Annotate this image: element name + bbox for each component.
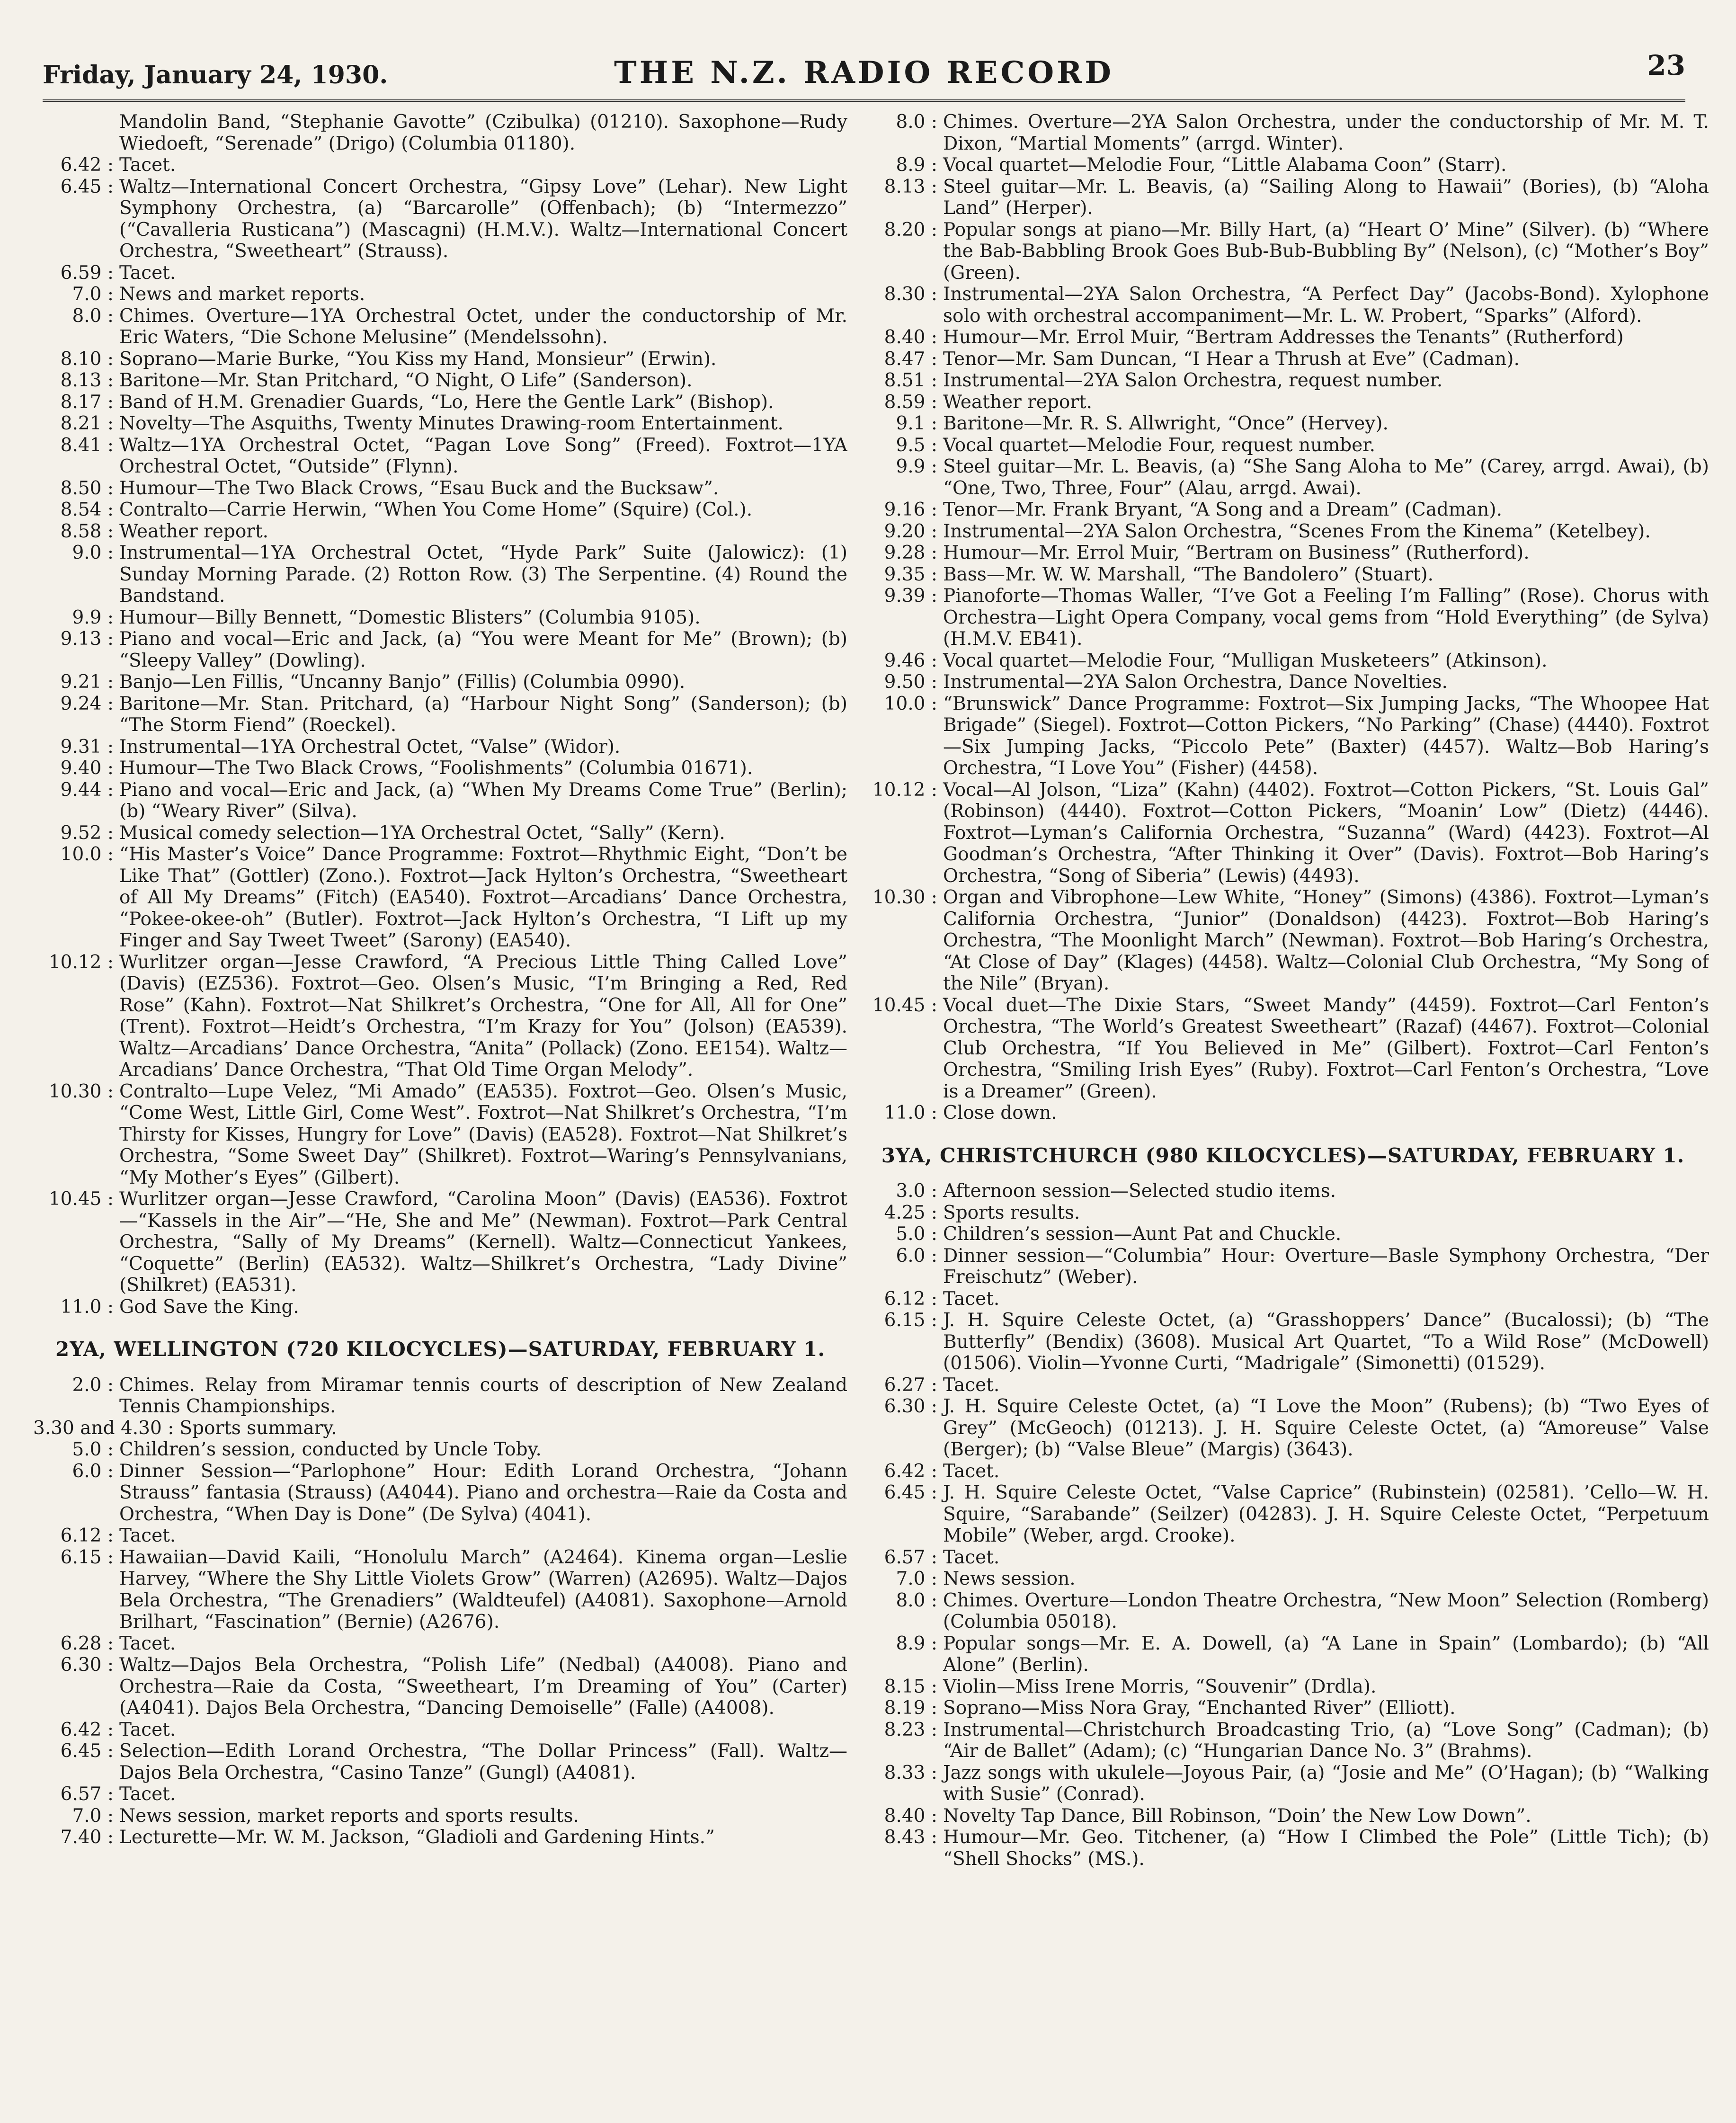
programme-item: [33, 1418, 847, 1439]
programme-time: 9.9 :: [896, 456, 937, 477]
programme-description: Violin—Miss Irene Morris, “Souvenir” (Drdla).: [943, 1676, 1377, 1697]
programme-time: 8.9 :: [896, 154, 937, 176]
programme-item: [857, 1719, 1709, 1762]
programme-description: Humour—Mr. Geo. Titchener, (a) “How I Climbed the Pole” (Little Tich); (b) “Shell Shocks” (MS.).: [943, 1827, 1709, 1870]
programme-time: 11.0 :: [884, 1102, 937, 1124]
programme-description: Tacet.: [943, 1546, 1000, 1568]
programme-item: [33, 111, 847, 154]
programme-description: Vocal duet—The Dixie Stars, “Sweet Mandy” (4459). Foxtrot—Carl Fenton’s Orchestra, “The World’s Greatest Sweetheart” (Razaf) (4467). Foxtrot—Colonial Club Orchestra, “If You Believed in Me” (Gilbert). Foxtrot—Carl Fenton’s Orchestra, “Smiling Irish Eyes” (Ruby). Foxtrot—Carl Fenton’s Orchestra, “Love is a Dreamer” (Green).: [943, 994, 1709, 1102]
programme-description: News session, market reports and sports results.: [119, 1805, 579, 1827]
programme-item: [857, 284, 1709, 327]
section-heading-2ya: 2YA, WELLINGTON (720 KILOCYCLES)—SATURDAY, FEBRUARY 1.: [55, 1338, 825, 1361]
programme-description: Lecturette—Mr. W. M. Jackson, “Gladioli and Gardening Hints.”: [119, 1827, 715, 1848]
programme-time: 8.15 :: [884, 1676, 937, 1697]
programme-time: 10.45 :: [872, 994, 937, 1016]
programme-time: 10.30 :: [872, 887, 937, 908]
programme-item: [33, 1827, 847, 1848]
programme-description: Sports results.: [943, 1202, 1080, 1223]
programme-description: Organ and Vibrophone—Lew White, “Honey” (Simons) (4386). Foxtrot—Lyman’s California Orchestra, “Junior” (Donaldson) (4423). Foxtrot—Bob Haring’s Orchestra, “The Moonlight March” (Newman). Foxtrot—Bob Haring’s Orchestra, “At Close of Day” (Klages) (4458). Waltz—Colonial Club Orchestra, “My Song of the Nile” (Bryan).: [943, 887, 1709, 994]
programme-time: 6.57 :: [884, 1546, 937, 1568]
programme-description: Instrumental—2YA Salon Orchestra, Dance Novelties.: [943, 671, 1448, 693]
programme-item: [857, 1633, 1709, 1676]
programme-time: 6.0 :: [896, 1245, 937, 1267]
programme-description: Soprano—Marie Burke, “You Kiss my Hand, Monsieur” (Erwin).: [119, 348, 717, 370]
programme-item: [857, 671, 1709, 693]
programme-time: 9.39 :: [884, 585, 937, 607]
programme-description: Baritone—Mr. R. S. Allwright, “Once” (Hervey).: [943, 413, 1389, 434]
programme-item: [33, 478, 847, 500]
programme-item: [33, 1740, 847, 1784]
programme-description: Instrumental—1YA Orchestral Octet, “Hyde Park” Suite (Jalowicz): (1) Sunday Morning Parade. (2) Rotton Row. (3) The Serpentine. (4) Round the Bandstand.: [119, 542, 847, 607]
programme-time: 6.59 :: [60, 262, 114, 284]
programme-description: Instrumental—Christchurch Broadcasting Trio, (a) “Love Song” (Cadman); (b) “Air de Ballet” (Adam); (c) “Hungarian Dance No. 3” (Brahms).: [943, 1719, 1709, 1762]
programme-description: Novelty Tap Dance, Bill Robinson, “Doin’ the New Low Down”.: [943, 1805, 1531, 1827]
programme-description: Chimes. Overture—London Theatre Orchestra, “New Moon” Selection (Romberg) (Columbia 05018).: [943, 1589, 1709, 1632]
programme-item: [33, 671, 847, 693]
programme-time: 10.30 :: [48, 1080, 114, 1102]
programme-description: Popular songs—Mr. E. A. Dowell, (a) “A Lane in Spain” (Lombardo); (b) “All Alone” (Berlin).: [943, 1632, 1709, 1676]
programme-time: 10.0 :: [884, 693, 937, 714]
programme-time: 8.13 :: [884, 176, 937, 197]
programme-description: Children’s session—Aunt Pat and Chuckle.: [943, 1223, 1342, 1245]
programme-item: [33, 952, 847, 1081]
programme-time: 3.30 and 4.30 :: [33, 1417, 174, 1439]
programme-time: 8.0 :: [896, 1589, 937, 1611]
programme-description: Vocal quartet—Melodie Four, “Little Alabama Coon” (Starr).: [943, 154, 1507, 176]
programme-time: 5.0 :: [896, 1223, 937, 1245]
programme-item: [857, 392, 1709, 413]
masthead: THE N.Z. RADIO RECORD: [614, 55, 1114, 90]
programme-time: 8.40 :: [884, 327, 937, 348]
programme-description: Close down.: [943, 1102, 1057, 1124]
programme-item: [857, 176, 1709, 219]
programme-item: [33, 521, 847, 543]
programme-item: [857, 154, 1709, 176]
programme-time: 6.42 :: [884, 1460, 937, 1482]
programme-description: Vocal—Al Jolson, “Liza” (Kahn) (4402). Foxtrot—Cotton Pickers, “St. Louis Gal” (Robinson) (4440). Foxtrot—Cotton Pickers, “Moanin’ Low” (Dietz) (4446). Foxtrot—Lyman’s California Orchestra, “Suzanna” (Ward) (4423). Foxtrot—Al Goodman’s Orchestra, “After Thinking it Over” (Davis). Foxtrot—Bob Haring’s Orchestra, “Song of Siberia” (Lewis) (4493).: [943, 779, 1709, 887]
programme-time: 8.0 :: [896, 111, 937, 133]
programme-item: [857, 111, 1709, 154]
programme-time: 8.0 :: [72, 305, 114, 327]
programme-description: Vocal quartet—Melodie Four, request number.: [943, 434, 1375, 456]
programme-description: Tacet.: [943, 1374, 1000, 1396]
programme-description: News and market reports.: [119, 284, 365, 305]
programme-time: 8.21 :: [60, 413, 114, 434]
programme-description: J. H. Squire Celeste Octet, “Valse Caprice” (Rubinstein) (02581). ’Cello—W. H. Squire, “Sarabande” (Seilzer) (04283). J. H. Squire Celeste Octet, “Perpetuum Mobile” (Weber, argd. Crooke).: [943, 1482, 1709, 1546]
programme-time: 8.58 :: [60, 520, 114, 542]
programme-time: 8.33 :: [884, 1762, 937, 1784]
programme-description: Banjo—Len Fillis, “Uncanny Banjo” (Fillis) (Columbia 0990).: [119, 671, 685, 693]
programme-description: Tacet.: [119, 1525, 176, 1546]
programme-description: Instrumental—2YA Salon Orchestra, “Scenes From the Kinema” (Ketelbey).: [943, 520, 1651, 542]
programme-item: [33, 1633, 847, 1655]
programme-description: Dinner session—“Columbia” Hour: Overture—Basle Symphony Orchestra, “Der Freischutz” (Weber).: [943, 1245, 1709, 1288]
programme-time: 2.0 :: [72, 1374, 114, 1396]
programme-time: 4.25 :: [884, 1202, 937, 1223]
programme-item: [33, 435, 847, 478]
programme-item: [857, 1762, 1709, 1805]
programme-description: Chimes. Overture—1YA Orchestral Octet, under the conductorship of Mr. Eric Waters, “Die Schone Melusine” (Mendelssohn).: [119, 305, 847, 348]
programme-time: 6.12 :: [60, 1525, 114, 1546]
programme-time: 6.0 :: [72, 1460, 114, 1482]
programme-time: 9.40 :: [60, 758, 114, 779]
header-rule: [43, 99, 1685, 102]
programme-description: Dinner Session—“Parlophone” Hour: Edith Lorand Orchestra, “Johann Strauss” fantasia (Strauss) (A4044). Piano and orchestra—Raie da Costa and Orchestra, “When Day is Done” (De Sylva) (4041).: [119, 1460, 847, 1525]
programme-time: 8.40 :: [884, 1805, 937, 1827]
programme-time: 9.52 :: [60, 822, 114, 844]
programme-item: [857, 1396, 1709, 1461]
programme-item: [857, 542, 1709, 564]
programme-description: News session.: [943, 1568, 1076, 1589]
programme-time: 9.35 :: [884, 563, 937, 585]
programme-item: [33, 1719, 847, 1741]
programme-item: [33, 779, 847, 822]
programme-description: J. H. Squire Celeste Octet, (a) “I Love the Moon” (Rubens); (b) “Two Eyes of Grey” (McGeoch) (01213). J. H. Squire Celeste Octet, (a) “Amoreuse” Valse (Berger); (b) “Valse Bleue” (Margis) (3643).: [943, 1396, 1709, 1460]
programme-time: 10.45 :: [48, 1188, 114, 1210]
programme-description: Instrumental—2YA Salon Orchestra, request number.: [943, 370, 1443, 391]
programme-item: [33, 822, 847, 844]
programme-description: Popular songs at piano—Mr. Billy Hart, (a) “Heart O’ Mine” (Silver). (b) “Where the Bab-Babbling Brook Goes Bub-Bub-Bubbling By” (Nelson), (c) “Mother’s Boy” (Green).: [943, 219, 1709, 284]
programme-item: [857, 1547, 1709, 1569]
programme-description: Tacet.: [119, 1632, 176, 1654]
programme-item: [857, 1568, 1709, 1590]
programme-time: 9.20 :: [884, 520, 937, 542]
programme-item: [857, 1676, 1709, 1698]
programme-item: [857, 1827, 1709, 1870]
programme-time: 3.0 :: [896, 1180, 937, 1202]
programme-3ya: [857, 1180, 1709, 1870]
programme-time: 9.13 :: [60, 628, 114, 650]
programme-item: [857, 219, 1709, 284]
programme-time: 7.0 :: [72, 284, 114, 305]
programme-item: [857, 499, 1709, 521]
programme-item: [857, 1288, 1709, 1310]
programme-item: [33, 348, 847, 370]
programme-description: Sports summary.: [179, 1417, 337, 1439]
programme-item: [857, 650, 1709, 672]
programme-description: “His Master’s Voice” Dance Programme: Foxtrot—Rhythmic Eight, “Don’t be Like That” (Gottler) (Zono.). Foxtrot—Jack Hylton’s Orchestra, “Sweetheart of All My Dreams” (Fitch) (EA540). Foxtrot—Arcadians’ Dance Orchestra, “Pokee-okee-oh” (Butler). Foxtrot—Jack Hylton’s Orchestra, “I Lift up my Finger and Say Tweet Tweet” (Sarony) (EA540).: [119, 844, 847, 951]
programme-description: Tacet.: [119, 1719, 176, 1740]
programme-time: 8.51 :: [884, 370, 937, 391]
programme-description: Tacet.: [119, 154, 176, 176]
programme-2ya: [33, 1374, 847, 1848]
programme-item: [33, 262, 847, 284]
programme-item: [857, 1461, 1709, 1482]
programme-description: Bass—Mr. W. W. Marshall, “The Bandolero” (Stuart).: [943, 563, 1434, 585]
programme-1ya-continued: [33, 111, 847, 1318]
programme-description: Tacet.: [119, 1784, 176, 1805]
programme-description: Mandolin Band, “Stephanie Gavotte” (Czibulka) (01210). Saxophone—Rudy Wiedoeft, “Serenade” (Drigo) (Columbia 01180).: [119, 111, 847, 154]
programme-item: [857, 585, 1709, 650]
programme-description: Musical comedy selection—1YA Orchestral Octet, “Sally” (Kern).: [119, 822, 725, 844]
programme-time: 9.16 :: [884, 499, 937, 520]
issue-date: Friday, January 24, 1930.: [43, 61, 388, 89]
programme-time: 10.0 :: [60, 844, 114, 865]
programme-item: [33, 1525, 847, 1547]
programme-item: [33, 1188, 847, 1296]
programme-item: [857, 779, 1709, 887]
programme-description: Band of H.M. Grenadier Guards, “Lo, Here the Gentle Lark” (Bishop).: [119, 391, 774, 413]
programme-description: Humour—Mr. Errol Muir, “Bertram on Business” (Rutherford).: [943, 542, 1530, 563]
programme-time: 5.0 :: [72, 1439, 114, 1460]
programme-item: [857, 693, 1709, 779]
programme-item: [857, 1805, 1709, 1827]
programme-item: [857, 413, 1709, 435]
programme-description: Piano and vocal—Eric and Jack, (a) “When My Dreams Come True” (Berlin); (b) “Weary River” (Silva).: [119, 779, 847, 822]
programme-item: [33, 1461, 847, 1525]
programme-item: [857, 1590, 1709, 1633]
programme-description: Children’s session, conducted by Uncle Toby.: [119, 1439, 542, 1460]
programme-description: Novelty—The Asquiths, Twenty Minutes Drawing-room Entertainment.: [119, 413, 783, 434]
programme-time: 6.27 :: [884, 1374, 937, 1396]
programme-description: Humour—The Two Black Crows, “Foolishments” (Columbia 01671).: [119, 758, 753, 779]
programme-item: [857, 1102, 1709, 1124]
programme-item: [857, 887, 1709, 995]
programme-time: 8.54 :: [60, 499, 114, 520]
programme-description: Selection—Edith Lorand Orchestra, “The Dollar Princess” (Fall). Waltz—Dajos Bela Orchestra, “Casino Tanze” (Gungl) (A4081).: [119, 1740, 847, 1784]
programme-time: 6.30 :: [60, 1654, 114, 1676]
section-heading-3ya: 3YA, CHRISTCHURCH (980 KILOCYCLES)—SATURDAY, FEBRUARY 1.: [881, 1143, 1685, 1167]
programme-description: Weather report.: [943, 391, 1093, 413]
programme-item: [857, 1180, 1709, 1202]
programme-time: 6.15 :: [60, 1546, 114, 1568]
programme-description: Tacet.: [943, 1288, 1000, 1310]
programme-item: [33, 370, 847, 392]
programme-item: [857, 1482, 1709, 1547]
programme-time: 9.44 :: [60, 779, 114, 801]
programme-description: Steel guitar—Mr. L. Beavis, (a) “Sailing Along to Hawaii” (Bories), (b) “Aloha Land” (Herper).: [943, 176, 1709, 219]
programme-item: [857, 1202, 1709, 1224]
programme-description: Wurlitzer organ—Jesse Crawford, “Carolina Moon” (Davis) (EA536). Foxtrot—“Kassels in the Air”—“He, She and Me” (Newman). Foxtrot—Park Central Orchestra, “Sally of My Dreams” (Kernell). Waltz—Connecticut Yankees, “Coquette” (Berlin) (EA532). Waltz—Shilkret’s Orchestra, “Lady Divine” (Shilkret) (EA531).: [119, 1188, 847, 1296]
programme-time: [33, 111, 119, 154]
programme-description: J. H. Squire Celeste Octet, (a) “Grasshoppers’ Dance” (Bucalossi); (b) “The Butterfly” (Bendix) (3608). Musical Art Quartet, “To a Wild Rose” (McDowell) (01506). Violin—Yvonne Curti, “Madrigale” (Simonetti) (01529).: [943, 1310, 1709, 1374]
programme-item: [33, 1547, 847, 1633]
programme-description: “Brunswick” Dance Programme: Foxtrot—Six Jumping Jacks, “The Whoopee Hat Brigade” (Siegel). Foxtrot—Cotton Pickers, “No Parking” (Chase) (4440). Foxtrot—Six Jumping Jacks, “Piccolo Pete” (Baxter) (4457). Waltz—Bob Haring’s Orchestra, “I Love You” (Fisher) (4458).: [943, 693, 1709, 779]
programme-time: 8.23 :: [884, 1719, 937, 1740]
programme-item: [33, 607, 847, 629]
programme-item: [857, 564, 1709, 586]
programme-time: 6.12 :: [884, 1288, 937, 1310]
programme-time: 8.19 :: [884, 1697, 937, 1719]
programme-item: [33, 628, 847, 671]
programme-description: Soprano—Miss Nora Gray, “Enchanted River” (Elliott).: [943, 1697, 1456, 1719]
programme-description: Chimes. Relay from Miramar tennis courts of description of New Zealand Tennis Championships.: [119, 1374, 847, 1417]
programme-time: 9.28 :: [884, 542, 937, 563]
programme-item: [33, 1439, 847, 1461]
programme-item: [857, 995, 1709, 1103]
programme-item: [857, 348, 1709, 370]
programme-time: 7.0 :: [896, 1568, 937, 1589]
programme-time: 10.12 :: [48, 951, 114, 973]
programme-time: 9.50 :: [884, 671, 937, 693]
programme-time: 8.13 :: [60, 370, 114, 391]
programme-item: [33, 284, 847, 305]
programme-time: 6.57 :: [60, 1784, 114, 1805]
programme-time: 8.30 :: [884, 284, 937, 305]
programme-description: Waltz—1YA Orchestral Octet, “Pagan Love Song” (Freed). Foxtrot—1YA Orchestral Octet, “Outside” (Flynn).: [119, 434, 847, 477]
programme-item: [33, 736, 847, 758]
programme-description: Contralto—Lupe Velez, “Mi Amado” (EA535). Foxtrot—Geo. Olsen’s Music, “Come West, Little Girl, Come West”. Foxtrot—Nat Shilkret’s Orchestra, “I’m Thirsty for Kisses, Hungry for Love” (Davis) (EA528). Foxtrot—Nat Shilkret’s Orchestra, “Some Sweet Day” (Shilkret). Foxtrot—Waring’s Pennsylvanians, “My Mother’s Eyes” (Gilbert).: [119, 1080, 847, 1188]
programme-time: 9.46 :: [884, 650, 937, 671]
programme-time: 9.1 :: [896, 413, 937, 434]
programme-item: [857, 1310, 1709, 1374]
programme-item: [33, 305, 847, 348]
page-header: [43, 47, 1685, 99]
programme-item: [33, 176, 847, 262]
programme-time: 9.31 :: [60, 736, 114, 758]
programme-description: Afternoon session—Selected studio items.: [943, 1180, 1336, 1202]
programme-item: [857, 1374, 1709, 1396]
programme-description: Steel guitar—Mr. L. Beavis, (a) “She Sang Aloha to Me” (Carey, arrgd. Awai), (b) “One, Two, Three, Four” (Alau, arrgd. Awai).: [943, 456, 1709, 499]
programme-time: 6.28 :: [60, 1632, 114, 1654]
programme-item: [857, 521, 1709, 543]
programme-time: 9.0 :: [72, 542, 114, 563]
programme-item: [33, 1296, 847, 1318]
programme-time: 6.42 :: [60, 1719, 114, 1740]
programme-time: 8.9 :: [896, 1632, 937, 1654]
programme-item: [857, 327, 1709, 348]
programme-description: Tenor—Mr. Frank Bryant, “A Song and a Dream” (Cadman).: [943, 499, 1502, 520]
programme-description: Chimes. Overture—2YA Salon Orchestra, under the conductorship of Mr. M. T. Dixon, “Martial Moments” (arrgd. Winter).: [943, 111, 1709, 154]
programme-item: [33, 1654, 847, 1719]
right-column: [857, 111, 1709, 2109]
programme-time: 8.10 :: [60, 348, 114, 370]
programme-item: [857, 435, 1709, 456]
programme-description: Instrumental—1YA Orchestral Octet, “Valse” (Widor).: [119, 736, 621, 758]
programme-time: 6.30 :: [884, 1396, 937, 1417]
programme-time: 8.50 :: [60, 477, 114, 499]
programme-time: 8.20 :: [884, 219, 937, 241]
programme-item: [857, 456, 1709, 499]
programme-description: Contralto—Carrie Herwin, “When You Come Home” (Squire) (Col.).: [119, 499, 753, 520]
programme-description: God Save the King.: [119, 1296, 299, 1318]
programme-item: [33, 499, 847, 521]
programme-time: 8.59 :: [884, 391, 937, 413]
programme-time: 9.24 :: [60, 693, 114, 714]
programme-item: [33, 1374, 847, 1418]
programme-item: [857, 1697, 1709, 1719]
programme-description: Hawaiian—David Kaili, “Honolulu March” (A2464). Kinema organ—Leslie Harvey, “Where the Shy Little Violets Grow” (Warren) (A2695). Waltz—Dajos Bela Orchestra, “The Grenadiers” (Waldteufel) (A4081). Saxophone—Arnold Brilhart, “Fascination” (Bernie) (A2676).: [119, 1546, 847, 1632]
programme-description: Jazz songs with ukulele—Joyous Pair, (a) “Josie and Me” (O’Hagan); (b) “Walking with Susie” (Conrad).: [943, 1762, 1709, 1805]
programme-item: [33, 693, 847, 736]
programme-time: 7.0 :: [72, 1805, 114, 1827]
programme-description: Tenor—Mr. Sam Duncan, “I Hear a Thrush at Eve” (Cadman).: [943, 348, 1520, 370]
programme-item: [33, 1784, 847, 1805]
programme-time: 6.45 :: [60, 176, 114, 197]
programme-time: 10.12 :: [872, 779, 937, 801]
programme-description: Wurlitzer organ—Jesse Crawford, “A Precious Little Thing Called Love” (Davis) (EZ536). Foxtrot—Geo. Olsen’s Music, “I’m Bringing a Red, Red Rose” (Kahn). Foxtrot—Nat Shilkret’s Orchestra, “One for All, All for One” (Trent). Foxtrot—Heidt’s Orchestra, “I’m Krazy for You” (Jolson) (EA539). Waltz—Arcadians’ Dance Orchestra, “Anita” (Pollack) (Zono. EE154). Waltz—Arcadians’ Dance Orchestra, “That Old Time Organ Melody”.: [119, 951, 847, 1080]
page-number: 23: [1647, 49, 1685, 81]
programme-description: Weather report.: [119, 520, 269, 542]
programme-time: 9.5 :: [896, 434, 937, 456]
programme-time: 8.41 :: [60, 434, 114, 456]
programme-2ya-continued: [857, 111, 1709, 1124]
programme-item: [33, 1081, 847, 1189]
programme-time: 6.45 :: [884, 1482, 937, 1503]
programme-time: 9.21 :: [60, 671, 114, 693]
programme-item: [857, 370, 1709, 392]
programme-description: Tacet.: [119, 262, 176, 284]
programme-description: Vocal quartet—Melodie Four, “Mulligan Musketeers” (Atkinson).: [943, 650, 1548, 671]
programme-item: [33, 1805, 847, 1827]
programme-time: 11.0 :: [60, 1296, 114, 1318]
programme-item: [33, 413, 847, 435]
programme-time: 6.15 :: [884, 1310, 937, 1331]
left-column: [33, 111, 847, 2109]
programme-item: [33, 844, 847, 952]
programme-description: Instrumental—2YA Salon Orchestra, “A Perfect Day” (Jacobs-Bond). Xylophone solo with orchestral accompaniment—Mr. L. W. Probert, “Sparks” (Alford).: [943, 284, 1709, 327]
programme-item: [33, 154, 847, 176]
programme-time: 8.43 :: [884, 1827, 937, 1848]
programme-description: Baritone—Mr. Stan Pritchard, “O Night, O Life” (Sanderson).: [119, 370, 693, 391]
programme-description: Waltz—Dajos Bela Orchestra, “Polish Life” (Nedbal) (A4008). Piano and Orchestra—Raie da Costa, “Sweetheart, I’m Dreaming of You” (Carter) (A4041). Dajos Bela Orchestra, “Dancing Demoiselle” (Falle) (A4008).: [119, 1654, 847, 1719]
programme-description: Tacet.: [943, 1460, 1000, 1482]
programme-description: Humour—Billy Bennett, “Domestic Blisters” (Columbia 9105).: [119, 607, 701, 628]
programme-item: [33, 758, 847, 779]
programme-time: 6.45 :: [60, 1740, 114, 1762]
programme-item: [33, 542, 847, 607]
programme-description: Pianoforte—Thomas Waller, “I’ve Got a Feeling I’m Falling” (Rose). Chorus with Orchestra—Light Opera Company, vocal gems from “Hold Everything” (de Sylva) (H.M.V. EB41).: [943, 585, 1709, 650]
programme-description: Humour—Mr. Errol Muir, “Bertram Addresses the Tenants” (Rutherford): [943, 327, 1624, 348]
programme-time: 8.17 :: [60, 391, 114, 413]
programme-description: Humour—The Two Black Crows, “Esau Buck and the Bucksaw”.: [119, 477, 719, 499]
programme-item: [857, 1223, 1709, 1245]
programme-description: Baritone—Mr. Stan. Pritchard, (a) “Harbour Night Song” (Sanderson); (b) “The Storm Fiend” (Roeckel).: [119, 693, 847, 736]
programme-time: 8.47 :: [884, 348, 937, 370]
programme-description: Piano and vocal—Eric and Jack, (a) “You were Meant for Me” (Brown); (b) “Sleepy Valley” (Dowling).: [119, 628, 847, 671]
programme-item: [857, 1245, 1709, 1288]
programme-time: 6.42 :: [60, 154, 114, 176]
programme-item: [33, 392, 847, 413]
programme-time: 7.40 :: [60, 1827, 114, 1848]
programme-description: Waltz—International Concert Orchestra, “Gipsy Love” (Lehar). New Light Symphony Orchestra, (a) “Barcarolle” (Offenbach); (b) “Intermezzo” (“Cavalleria Rusticana”) (Mascagni) (H.M.V.). Waltz—International Concert Orchestra, “Sweetheart” (Strauss).: [119, 176, 847, 262]
programme-time: 9.9 :: [72, 607, 114, 628]
